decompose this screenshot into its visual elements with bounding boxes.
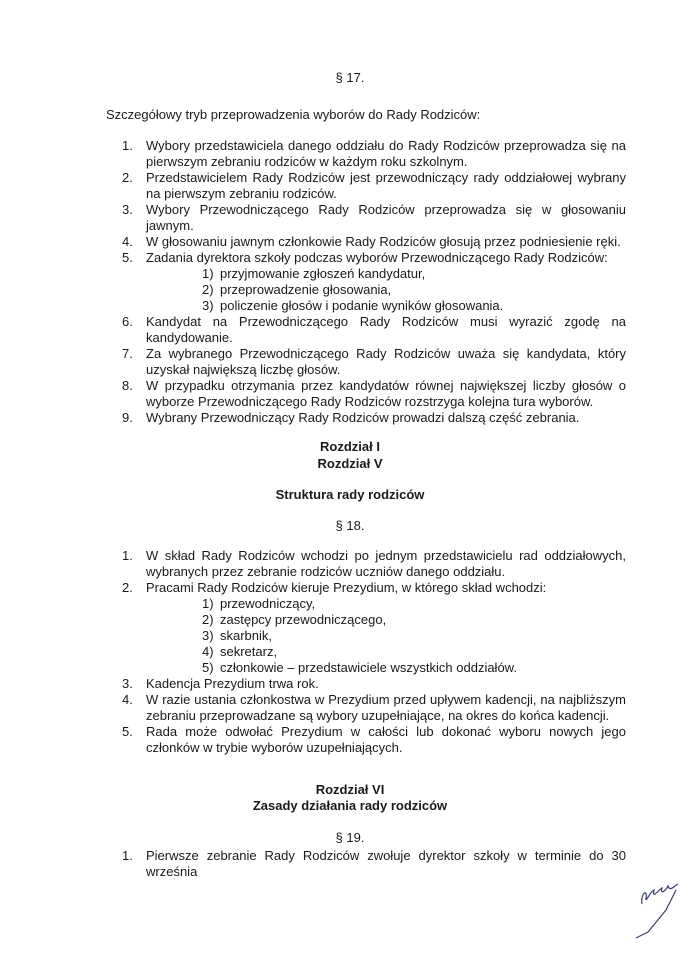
handwritten-signature [618, 880, 690, 940]
list-item: 1. Wybory przedstawiciela danego oddziału do Rady Rodziców przeprowadza się na pierwszym zebraniu rodziców w każdym roku szkolnym. [122, 138, 626, 169]
chapter-title-2: Zasady działania rady rodziców [252, 798, 448, 813]
list-item: 6. Kandydat na Przewodniczącego Rady Rodziców musi wyrazić zgodę na kandydowanie. [122, 314, 626, 345]
chapter-heading-2: Rozdział V [317, 456, 383, 471]
list-item: 5. Rada może odwołać Prezydium w całości lub dokonać wyboru nowych jego członków w trybie wyborów uzupełniających. [122, 724, 626, 755]
list-item: 2. Przedstawicielem Rady Rodziców jest przewodniczący rady oddziałowej wybrany na pierwszym zebraniu rodziców. [122, 170, 626, 201]
section-18-list [106, 548, 626, 756]
section-17-list [106, 138, 626, 426]
list-item: 8. W przypadku otrzymania przez kandydatów równej największej liczby głosów o wyborze Przewodniczącego Rady Rodziców rozstrzyga kolejna tura wyborów. [122, 378, 626, 409]
list-item: 3. Wybory Przewodniczącego Rady Rodziców przeprowadza się w głosowaniu jawnym. [122, 202, 626, 233]
sublist-item: 1) przyjmowanie zgłoszeń kandydatur, [202, 266, 426, 281]
sublist-item: 4) sekretarz, [202, 644, 278, 659]
sublist-item: 2) przeprowadzenie głosowania, [202, 282, 392, 297]
list-item: 1. Pierwsze zebranie Rady Rodziców zwołuje dyrektor szkoły w terminie do 30 września [122, 848, 626, 879]
list-item: 5. Zadania dyrektora szkoły podczas wyborów Przewodniczącego Rady Rodziców: 1) przyjmowanie zgłoszeń kandydatur, 2) przeprowadzenie głosowania, 3) policzenie głosów i podanie wyników głosowania. [106, 250, 626, 314]
list-item: 2. Pracami Rady Rodziców kieruje Prezydium, w którego skład wchodzi: 1) przewodniczący, 2) zastępcy przewodniczącego, 3) skarbnik, 4) sekretarz, 5) członkowie – przedstawiciele wszystkich oddziałów. [106, 580, 626, 676]
chapter-title: Struktura rady rodziców [275, 487, 425, 502]
sublist-item: 3) skarbnik, [202, 628, 273, 643]
section-19-list [106, 848, 626, 880]
sublist [146, 266, 626, 314]
list-item: 4. W głosowaniu jawnym członkowie Rady Rodziców głosują przez podniesienie ręki. [122, 234, 621, 249]
sublist-item: 3) policzenie głosów i podanie wyników głosowania. [202, 298, 504, 313]
list-item: 3. Kadencja Prezydium trwa rok. [122, 676, 319, 691]
chapter-heading-1: Rozdział I [320, 439, 380, 454]
sublist [146, 596, 626, 676]
sublist-item: 5) członkowie – przedstawiciele wszystkich oddziałów. [202, 660, 517, 675]
section-17-heading: § 17. [335, 70, 365, 85]
list-item: 4. W razie ustania członkostwa w Prezydium przed upływem kadencji, na najbliższym zebraniu przeprowadzane są wybory uzupełniające, na okres do końca kadencji. [122, 692, 626, 723]
sublist-item: 1) przewodniczący, [202, 596, 316, 611]
section-18-heading: § 18. [335, 518, 365, 533]
list-item: 9. Wybrany Przewodniczący Rady Rodziców prowadzi dalszą część zebrania. [122, 410, 580, 425]
section-19-heading: § 19. [335, 830, 365, 845]
sublist-item: 2) zastępcy przewodniczącego, [202, 612, 387, 627]
section-17-intro: Szczegółowy tryb przeprowadzenia wyborów do Rady Rodziców: [106, 107, 481, 122]
list-item: 1. W skład Rady Rodziców wchodzi po jednym przedstawicielu rad oddziałowych, wybranych przez zebranie rodziców uczniów danego oddziału. [122, 548, 626, 579]
chapter-heading-3: Rozdział VI [315, 782, 385, 797]
list-item: 7. Za wybranego Przewodniczącego Rady Rodziców uważa się kandydata, który uzyskał największą liczbę głosów. [122, 346, 626, 377]
